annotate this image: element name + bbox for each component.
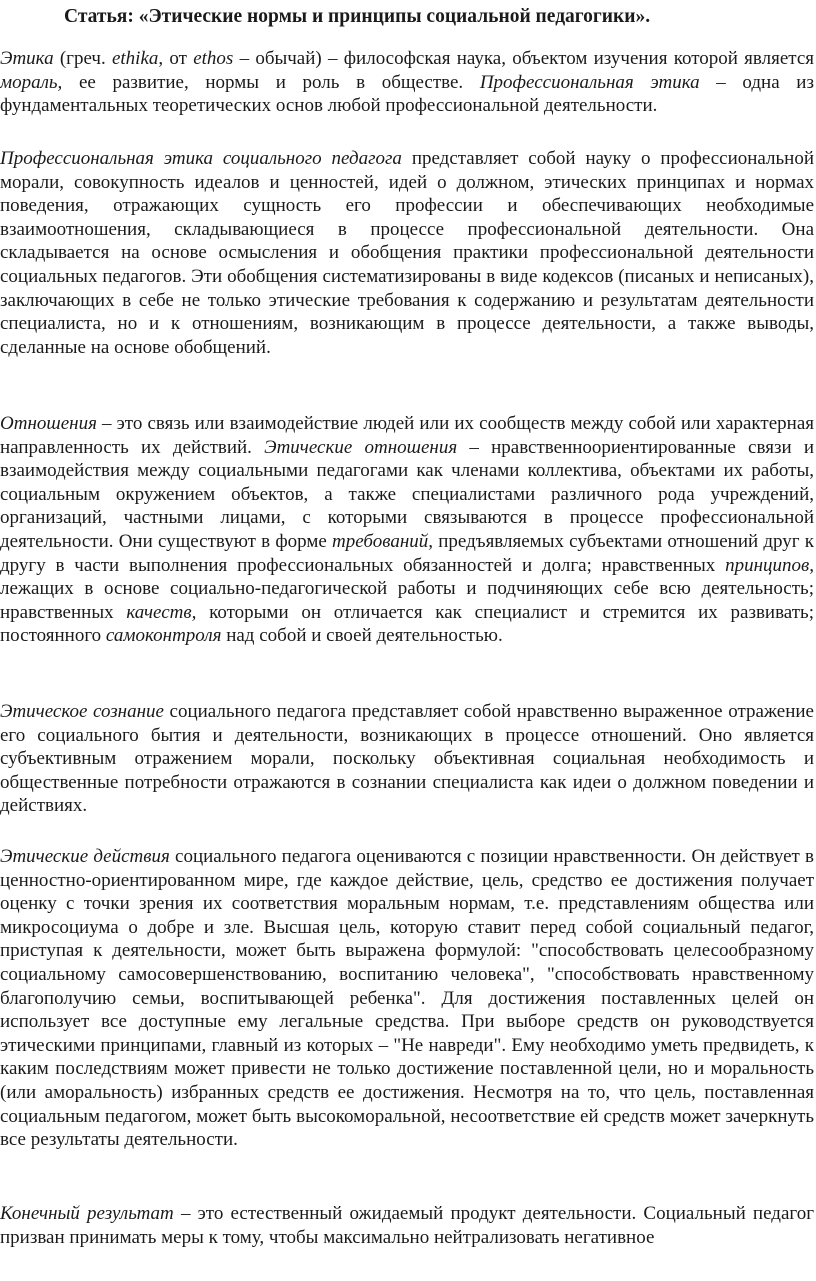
- text-span: социального педагога представляет собой нравственно выраженное отражение его социального бытия и деятельности, возникающих в процессе отношений. Оно является субъективным отражением морали, поскольку объективная социальная необходимость и общественные потребности отражаются в сознании специалиста как идеи о должном поведении и действиях.: [0, 701, 814, 817]
- paragraph-relations: [0, 412, 814, 648]
- text-span: социального педагога оцениваются с позиции нравственности. Он действует в ценностно-ориентированном мире, где каждое действие, цель, средство ее достижения получает оценку с точки зрения их соответствия моральным нормам, т.е. представлениям общества или микросоциума о добре и зле. Высшая цель, которую ставит перед собой социальный педагог, приступая к деятельности, может быть выражена формулой: "способствовать целесообразному социальному самосовершенствованию, воспитанию человека", "способствовать нравственному благополучию семьи, воспитывающей ребенка". Для достижения поставленных целей он использует все доступные ему легальные средства. При выборе средств он руководствуется этическими принципами, главный из которых – "Не навреди". Ему необходимо уметь предвидеть, к каким последствиям может привести не только достижение поставленной цели, но и моральность (или аморальность) избранных средств ее достижения. Несмотря на то, что цель, поставленная социальным педагогом, может быть высокоморальной, несоответствие ей средств может зачеркнуть все результаты деятельности.: [0, 846, 814, 1151]
- text-span: , от: [158, 48, 194, 69]
- text-span: представляет собой науку о профессиональной морали, совокупность идеалов и ценностей, идей о должном, этических принципах и нормах поведения, отражающих сущность его профессии и обеспечивающих необходимые взаимоотношения, складывающиеся в процессе профессиональной деятельности. Она складывается на основе осмысления и обобщения практики профессиональной деятельности социальных педагогов. Эти обобщения систематизированы в виде кодексов (писаных и неписаных), заключающих в себе не только этические требования к содержанию и результатам деятельности специалиста, но и к отношениям, возникающим в процессе деятельности, а также выводы, сделанные на основе обобщений.: [0, 148, 815, 358]
- term-ethical-actions: Этические действия: [0, 846, 170, 867]
- text-span: – одна из фундаментальных теоретических основ любой профессиональной деятельности.: [0, 71, 814, 117]
- term-principles: принципов,: [725, 554, 814, 576]
- paragraph-ethics-definition: [0, 47, 814, 118]
- term-ethical-consciousness: Этическое сознание: [0, 701, 164, 722]
- text-span: предъявляемых субъектами отношений друг к другу в части выполнения профессиональных обязанностей и долга; нравственных: [0, 530, 814, 576]
- paragraph-ethical-actions: [0, 845, 814, 1152]
- term-final-result: Конечный результат: [0, 1203, 174, 1224]
- term-ethos: ethos: [193, 48, 234, 69]
- article-title: Статья: «Этические нормы и принципы социальной педагогики».: [64, 6, 651, 27]
- term-professional-ethics-educator: Профессиональная этика социального педагога: [0, 148, 402, 169]
- term-self-control: самоконтроля: [105, 625, 222, 647]
- text-span: – обычай) – философская наука, объектом изучения которой является: [233, 48, 815, 69]
- term-morality: мораль,: [0, 71, 63, 93]
- term-requirements: требований,: [332, 530, 434, 552]
- term-ethika: ethika: [111, 48, 159, 69]
- text-span: которыми он отличается как специалист и стремится их развивать; постоянного: [0, 601, 814, 647]
- text-span: лежащих в основе социально-педагогической работы и подчиняющих себе всю деятельность; нравственных: [0, 578, 814, 623]
- term-ethical-relations: Этические отношения: [264, 436, 458, 458]
- paragraph-ethical-consciousness: [0, 700, 814, 818]
- term-professional-ethics: Профессиональная этика: [479, 71, 700, 93]
- text-span: (греч.: [53, 48, 112, 69]
- term-qualities: качеств,: [126, 601, 197, 623]
- text-span: ее развитие, нормы и роль в обществе.: [62, 71, 480, 93]
- term-relations: Отношения: [0, 413, 97, 434]
- text-span: – это связь или взаимодействие людей или их сообществ между собой или характерная направленность их действий.: [0, 413, 814, 458]
- paragraph-professional-ethics: [0, 147, 814, 359]
- term-ethics: Этика: [0, 48, 54, 69]
- paragraph-final-result: [0, 1202, 814, 1249]
- text-span: – нравственноориентированные связи и взаимодействия между социальными педагогами как членами коллектива, объектами их работы, социальным окружением объектов, а также специалистами различного рода учреждений, организаций, частными лицами, с которыми связываются в процессе профессиональной деятельности. Они существуют в форме: [0, 436, 814, 552]
- text-span: над собой и своей деятельностью.: [221, 625, 503, 647]
- text-span: – это естественный ожидаемый продукт деятельности. Социальный педагог призван принимать меры к тому, чтобы максимально нейтрализовать негативное: [0, 1203, 814, 1248]
